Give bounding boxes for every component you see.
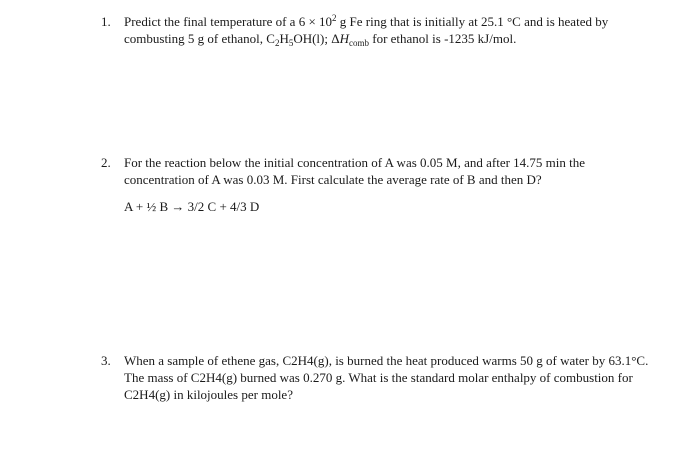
enthalpy-symbol: H [339,31,349,46]
text-run: for ethanol is -1235 kJ/mol. [369,31,517,46]
text-run: g Fe ring that is initially at 25.1 °C and is heated by [336,14,609,29]
text-run: C [124,387,133,402]
subscript: 4 [148,387,156,402]
question-text [124,13,654,47]
text-run: When a sample of ethene gas, C [124,353,292,368]
question-line [124,369,654,386]
text-run: H [297,353,308,368]
subscript: 2 [291,353,298,368]
text-run: (g) in kilojoules per mole? [155,387,293,402]
subscript: 2 [274,38,280,48]
text-run: H [279,31,289,46]
subscript: 4 [215,370,222,385]
subscript: comb [349,38,369,48]
text-run: Predict the final temperature of a 6 × 10 [124,14,333,29]
question-line [124,386,654,403]
question-number: 2. [101,155,111,170]
subscript: 2 [132,387,140,402]
text-run: H [139,387,149,402]
text-run: combusting 5 g of ethanol, C [124,31,275,46]
text-run: (g) burned was 0.270 g. What is the standard molar enthalpy of combustion for [221,370,633,385]
question-text [124,352,654,403]
reaction-equation: A + ½ B → 3/2 C + 4/3 D [124,199,260,214]
text-run: H [205,370,216,385]
question-text [124,154,654,215]
spacer [124,188,654,198]
question-line [124,13,654,30]
superscript: 2 [332,13,337,23]
question-line: For the reaction below the initial concentration of A was 0.05 M, and after 14.75 min the [124,155,586,170]
question-line: concentration of A was 0.03 M. First calculate the average rate of B and then D? [124,172,542,187]
subscript: 5 [288,38,294,48]
subscript: 2 [199,370,206,385]
question-number: 3. [101,353,111,368]
text-run: The mass of C [124,370,200,385]
question-number: 1. [101,14,111,29]
question-line [124,30,654,47]
subscript: 4 [307,353,314,368]
question-line [124,352,654,369]
text-run: OH(l); Δ [293,31,340,46]
text-run: (g), is burned the heat produced warms 50 g of water by 63.1°C. [313,353,649,368]
